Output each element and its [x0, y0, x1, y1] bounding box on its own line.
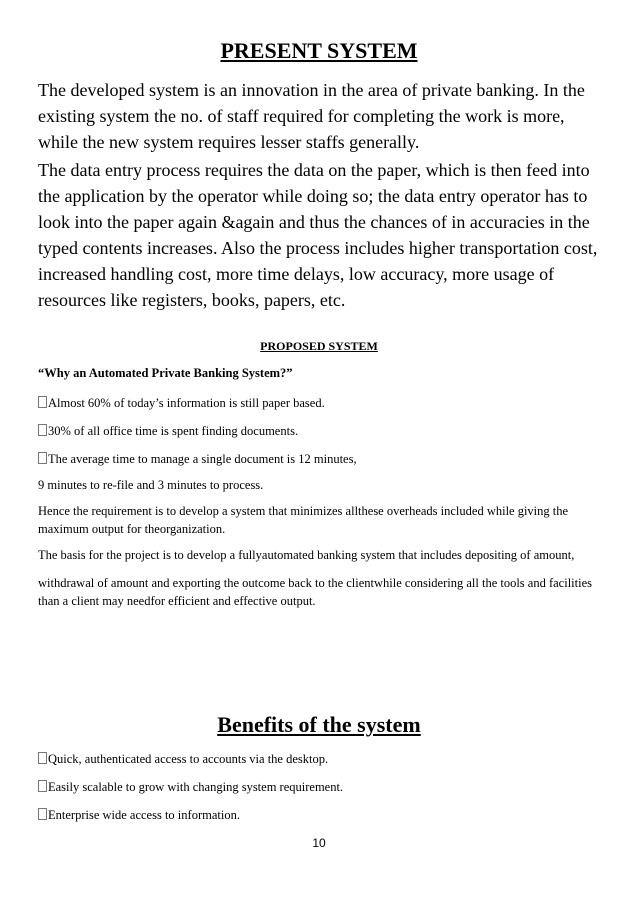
proposed-bullet-text: 30% of all office time is spent finding documents.	[48, 424, 299, 438]
proposed-paragraph-basis: The basis for the project is to develop a fullyautomated banking system that includes depositing of amount,	[38, 548, 575, 562]
benefits-heading: Benefits of the system	[217, 712, 421, 737]
bullet-box-icon	[38, 452, 47, 464]
proposed-bullet-text: Almost 60% of today’s information is still paper based.	[48, 396, 325, 410]
benefit-text: Quick, authenticated access to accounts via the desktop.	[48, 752, 329, 766]
proposed-bullet-item	[38, 422, 608, 440]
proposed-bullet-text: The average time to manage a single document is 12 minutes,	[48, 452, 357, 466]
bullet-box-icon	[38, 808, 47, 820]
bullet-box-icon	[38, 424, 47, 436]
bullet-box-icon	[38, 396, 47, 408]
benefit-text: Easily scalable to grow with changing system requirement.	[48, 780, 344, 794]
benefit-item	[38, 806, 608, 824]
proposed-paragraph-requirement: Hence the requirement is to develop a system that minimizes allthese overheads included while giving the maximum output for theorganization.	[38, 504, 569, 536]
proposed-bullet-continuation: 9 minutes to re-file and 3 minutes to process.	[38, 478, 264, 492]
proposed-question: “Why an Automated Private Banking System?”	[38, 366, 293, 380]
present-system-paragraph-2: The data entry process requires the data on the paper, which is then feed into the application by the operator while doing so; the data entry operator has to look into the paper again &again and thus the chances of in accuracies in the typed contents increases. Also the process includes higher transportation cost, increased handling cost, more time delays, low accuracy, more usage of resources like registers, books, papers, etc.	[38, 160, 598, 310]
bullet-box-icon	[38, 752, 47, 764]
page-number: 10	[312, 836, 326, 850]
present-system-paragraph-1: The developed system is an innovation in the area of private banking. In the existing system the no. of staff required for completing the work is more, while the new system requires lesser staffs generally.	[38, 80, 585, 152]
proposed-system-heading: PROPOSED SYSTEM	[260, 339, 378, 353]
benefit-text: Enterprise wide access to information.	[48, 808, 240, 822]
proposed-bullet-item	[38, 450, 608, 468]
proposed-bullet-item	[38, 394, 608, 412]
benefit-item	[38, 750, 608, 768]
proposed-paragraph-withdrawal: withdrawal of amount and exporting the outcome back to the clientwhile considering all the tools and facilities than a client may needfor efficient and effective output.	[38, 576, 593, 608]
present-system-heading: PRESENT SYSTEM	[220, 38, 418, 63]
benefit-item	[38, 778, 608, 796]
bullet-box-icon	[38, 780, 47, 792]
